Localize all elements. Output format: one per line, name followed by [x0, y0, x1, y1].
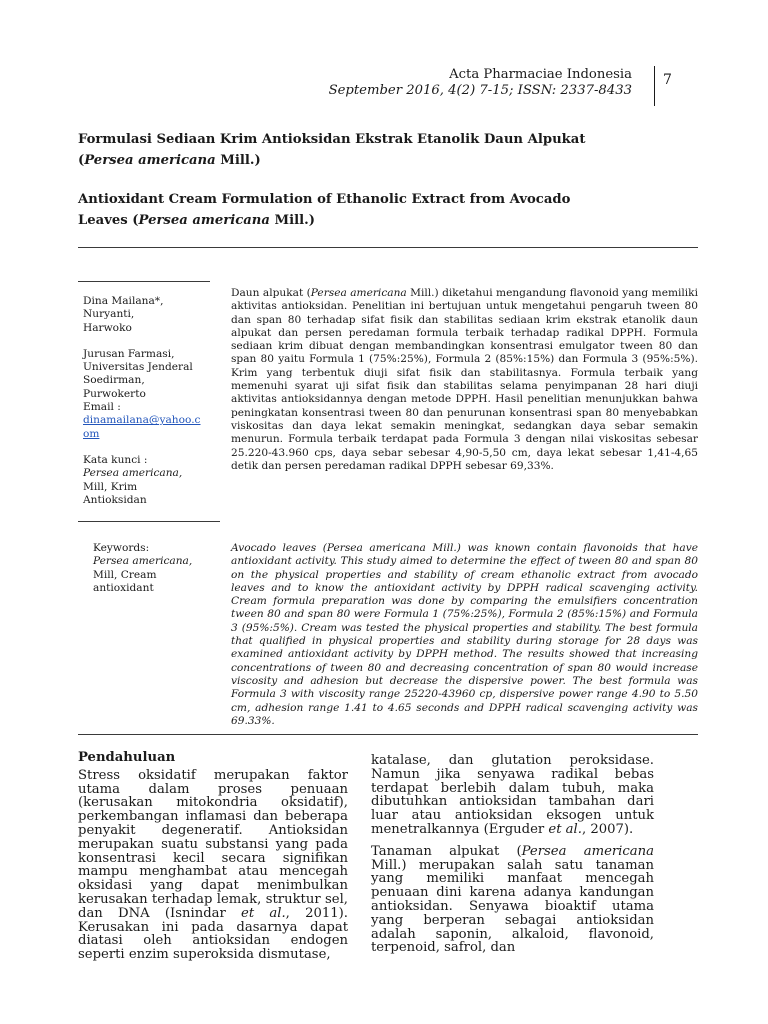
title-english: [78, 189, 678, 231]
paragraph: Stress oksidatif merupakan faktor utama dalam proses penuaan (kerusakan mitokondria oksidatif), perkembangan inflamasi dan beberapa penyakit degeneratif. Antioksidan merupakan suatu substansi yang pada konsentrasi kecil secara signifikan mampu menghambat atau mencegah oksidasi yang dapat menimbulkan kerusakan terhadap lemak, struktur sel, dan DNA (Isnindar et al., 2011). Kerusakan ini pada dasarnya dapat diatasi oleh antioksidan endogen seperti enzim superoksida dismutase,: [78, 767, 348, 963]
abstract-divider: [78, 734, 698, 735]
body-column-right: [371, 754, 654, 955]
title-en-line2: Leaves (Persea americana Mill.): [78, 213, 315, 228]
kata-kunci-species: Persea americana,: [83, 467, 183, 480]
keywords-label: Keywords:: [93, 542, 150, 554]
kata-kunci-line3: Antioksidan: [83, 493, 147, 506]
author-info: [83, 295, 211, 507]
kata-kunci-label: Kata kunci :: [83, 453, 148, 466]
header-divider: [654, 66, 655, 106]
journal-citation: September 2016, 4(2) 7-15; ISSN: 2337-8433: [328, 83, 632, 98]
keywords-block: [93, 542, 215, 595]
abstract-english: Avocado leaves (Persea americana Mill.) was known contain flavonoids that have antioxidant activity. This study aimed to determine the effect of tween 80 and span 80 on the physical properties and stability of cream ethanolic extract from avocado leaves and to know the antioxidant activity by DPPH radical scavenging activity. Cream formula preparation was done by comparing the emulsifiers concentration tween 80 and span 80 were Formula 1 (75%:25%), Formula 2 (85%:15%) and Formula 3 (95%:5%). Cream was tested the physical properties and stability. The best formula that qualified in physical properties and stability during storage for 28 days was examined antioxidant activity by DPPH method. The results showed that increasing concentrations of tween 80 and decreasing concentration of span 80 would increase viscosity and adhesion but decrease the dispersive power. The best formula was Formula 3 with viscosity range 25220-43960 cp, dispersive power range 4.90 to 5.50 cm, adhesion range 1.41 to 4.65 seconds and DPPH radical scavenging activity was 69.33%.: [231, 542, 698, 727]
title-indonesian: [78, 129, 678, 171]
title-id-line2: (Persea americana Mill.): [78, 153, 261, 168]
author-1: Dina Mailana*,: [83, 295, 164, 307]
email-link-line2[interactable]: om: [83, 427, 100, 440]
keywords-species: Persea americana,: [93, 555, 193, 568]
keywords-line2: Mill, Cream: [93, 568, 157, 581]
paragraph: Tanaman alpukat (Persea americana Mill.) merupakan salah satu tanaman yang memiliki manfaat mencegah penuaan dini karena adanya kandungan antioksidan. Senyawa bioaktif utama yang berperan sebagai antioksidan adalah saponin, alkaloid, flavonoid, terpenoid, safrol, dan: [371, 843, 654, 956]
sidebar-top-rule: [78, 281, 210, 282]
email-label: Email :: [83, 401, 121, 414]
title-en-line1: Antioxidant Cream Formulation of Ethanolic Extract from Avocado: [78, 192, 571, 207]
affiliation-line: Soedirman,: [83, 374, 145, 387]
author-2: Nuryanti,: [83, 308, 135, 321]
kata-kunci-line2: Mill, Krim: [83, 480, 138, 493]
title-divider: [78, 247, 698, 248]
author-3: Harwoko: [83, 321, 132, 334]
section-heading: Pendahuluan: [78, 750, 176, 765]
affiliation-line: Universitas Jenderal: [83, 361, 193, 374]
body-column-left: [78, 751, 348, 962]
title-id-line1: Formulasi Sediaan Krim Antioksidan Ekstrak Etanolik Daun Alpukat: [78, 132, 586, 147]
abstract-indonesian: Daun alpukat (Persea americana Mill.) diketahui mengandung flavonoid yang memiliki aktivitas antioksidan. Penelitian ini bertujuan untuk mengetahui pengaruh tween 80 dan span 80 terhadap sifat fisik dan stabilitas sediaan krim ekstrak etanolik daun alpukat dan persen peredaman formula terbaik terhadap radikal DPPH. Formula sediaan krim dibuat dengan membandingkan konsentrasi emulgator tween 80 dan span 80 yaitu Formula 1 (75%:25%), Formula 2 (85%:15%) dan Formula 3 (95%:5%). Krim yang terbentuk diuji sifat fisik dan stabilitasnya. Formula terbaik yang memenuhi syarat uji sifat fisik dan stabilitas selama penyimpanan 28 hari diuji aktivitas antioksidannya dengan metode DPPH. Hasil penelitian menunjukkan bahwa peningkatan konsentrasi tween 80 dan penurunan konsentrasi span 80 menyebabkan viskositas dan daya lekat semakin meningkat, sedangkan daya sebar semakin menurun. Formula terbaik terdapat pada Formula 3 dengan nilai viskositas sebesar 25.220-43.960 cps, daya sebar sebesar 4,90-5,50 cm, daya lekat sebesar 1,41-4,65 detik dan persen peredaman radikal DPPH sebesar 69,33%.: [231, 287, 698, 472]
paragraph: katalase, dan glutation peroksidase. Namun jika senyawa radikal bebas terdapat berlebih dalam tubuh, maka dibutuhkan antioksidan tambahan dari luar atau antioksidan eksogen untuk menetralkannya (Erguder et al., 2007).: [371, 753, 654, 837]
affiliation-line: Jurusan Farmasi,: [83, 347, 175, 360]
email-link-line1[interactable]: dinamailana@yahoo.c: [83, 414, 201, 427]
sidebar-bottom-rule: [78, 521, 220, 522]
journal-name: Acta Pharmaciae Indonesia: [449, 67, 632, 82]
page-number: 7: [663, 72, 672, 88]
affiliation-line: Purwokerto: [83, 387, 146, 400]
keywords-line3: antioxidant: [93, 581, 154, 594]
